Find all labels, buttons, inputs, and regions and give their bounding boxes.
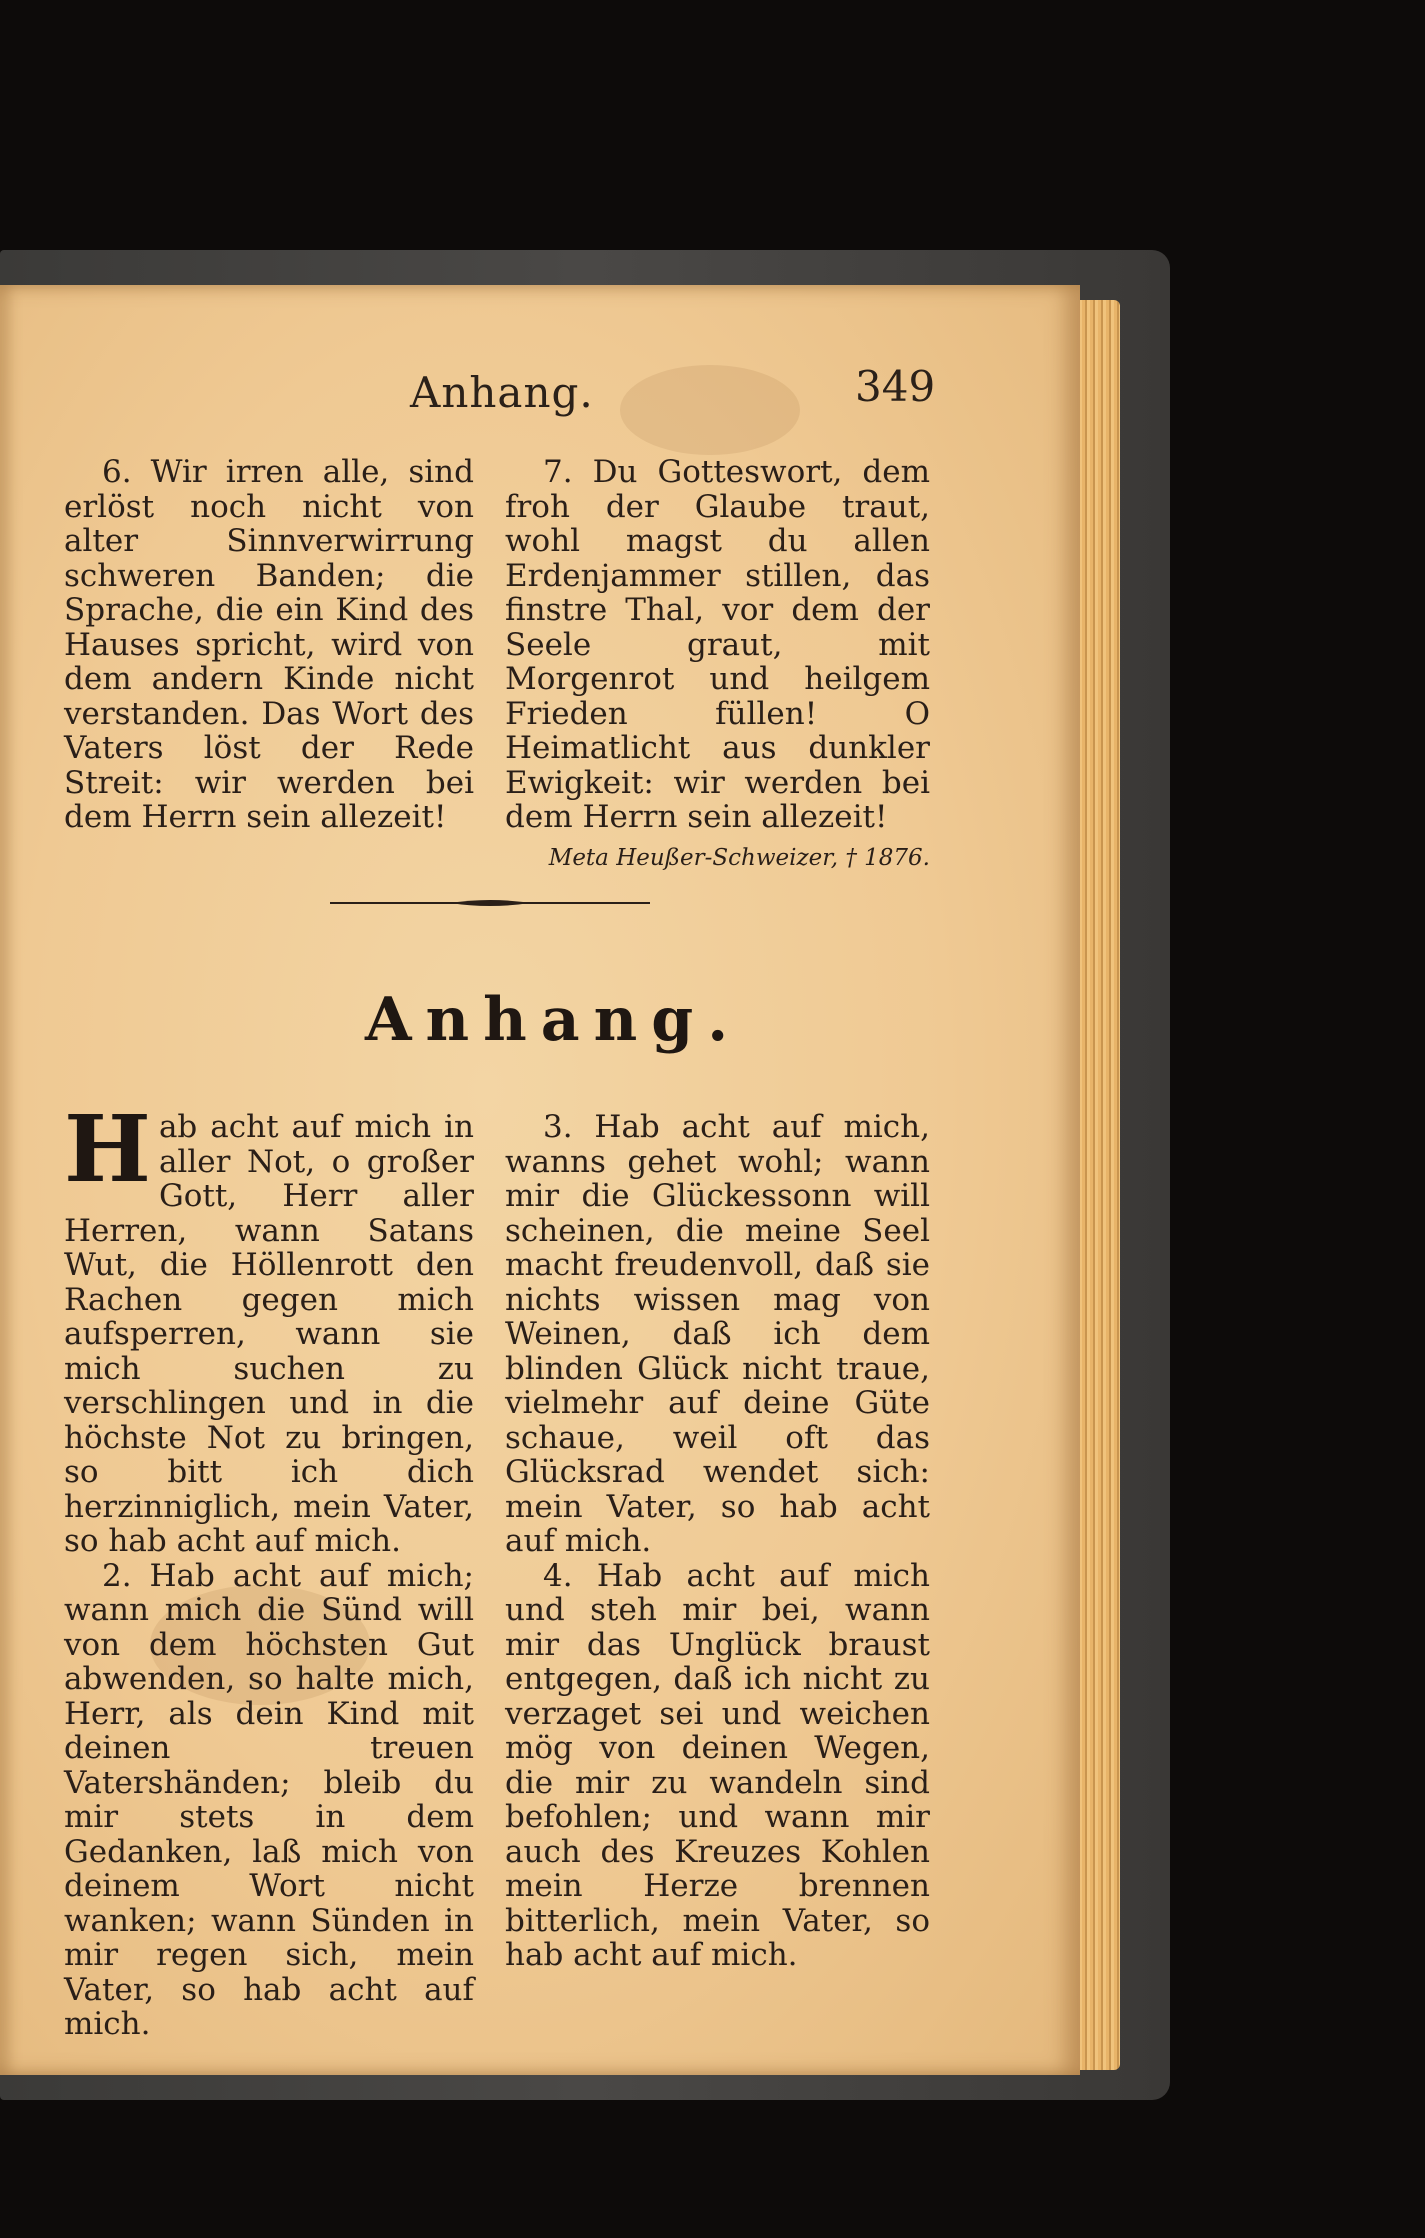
verse-1 xyxy=(64,1095,474,1559)
stain xyxy=(620,365,800,455)
verse-4: 4. Hab acht auf mich und steh mir bei, wann mir das Unglück braust entgegen, daß ich nicht zu verzaget sei und weichen mög von deinen Wegen, die mir zu wandeln sind befohlen; und wann mir auch des Kreuzes Kohlen mein Herze brennen bitterlich, mein Vater, so hab acht auf mich. xyxy=(505,1557,930,1973)
verse-1-text: ab acht auf mich in aller Not, o großer Gott, Herr aller Herren, wann Satans Wut, die Höllenrott den Rachen gegen mich aufsperren, wann sie mich suchen zu verschlingen und in die höchste Not zu bringen, so bitt ich dich herzinniglich, mein Vater, so hab acht auf mich. xyxy=(64,1109,474,1559)
verse-7: 7. Du Gotteswort, dem froh der Glaube traut, wohl magst du allen Erdenjammer stillen, das finstre Thal, vor dem der Seele graut, mit Morgenrot und heilgem Frieden füllen! O Heimatlicht aus dunkler Ewigkeit: wir werden bei dem Herrn sein allezeit! xyxy=(505,454,930,835)
verse-3: 3. Hab acht auf mich, wanns gehet wohl; wann mir die Glückessonn will scheinen, die meine Seel macht freudenvoll, daß sie nichts wissen mag von Weinen, daß ich dem blinden Glück nicht traue, vielmehr auf deine Güte schaue, weil oft das Glücksrad wendet sich: mein Vater, so hab acht auf mich. xyxy=(505,1109,930,1559)
hymn-left-column xyxy=(64,1095,474,2042)
running-head: Anhang. xyxy=(410,368,594,417)
hymn-right-column xyxy=(505,1110,930,1973)
hymn-attribution: Meta Heußer-Schweizer, † 1876. xyxy=(548,844,930,871)
verse-6: 6. Wir irren alle, sind erlöst noch nicht von alter Sinnverwirrung schweren Banden; die Sprache, die ein Kind des Hauses spricht, wird von dem andern Kinde nicht verstanden. Das Wort des Vaters löst der Rede Streit: wir werden bei dem Herrn sein allezeit! xyxy=(64,454,474,835)
ornamental-rule xyxy=(330,898,650,908)
drop-cap: H xyxy=(64,1095,151,1203)
verse-7-column xyxy=(505,455,930,875)
section-heading: Anhang. xyxy=(365,985,743,1055)
verse-6-column xyxy=(64,455,474,835)
verse-2: 2. Hab acht auf mich; wann mich die Sünd will von dem höchsten Gut abwenden, so halte mich, Herr, als dein Kind mit deinen treuen Vatershänden; bleib du mir stets in dem Gedanken, laß mich von deinem Wort nicht wanken; wann Sünden in mir regen sich, mein Vater, so hab acht auf mich. xyxy=(64,1557,474,2042)
page-number: 349 xyxy=(855,362,936,411)
